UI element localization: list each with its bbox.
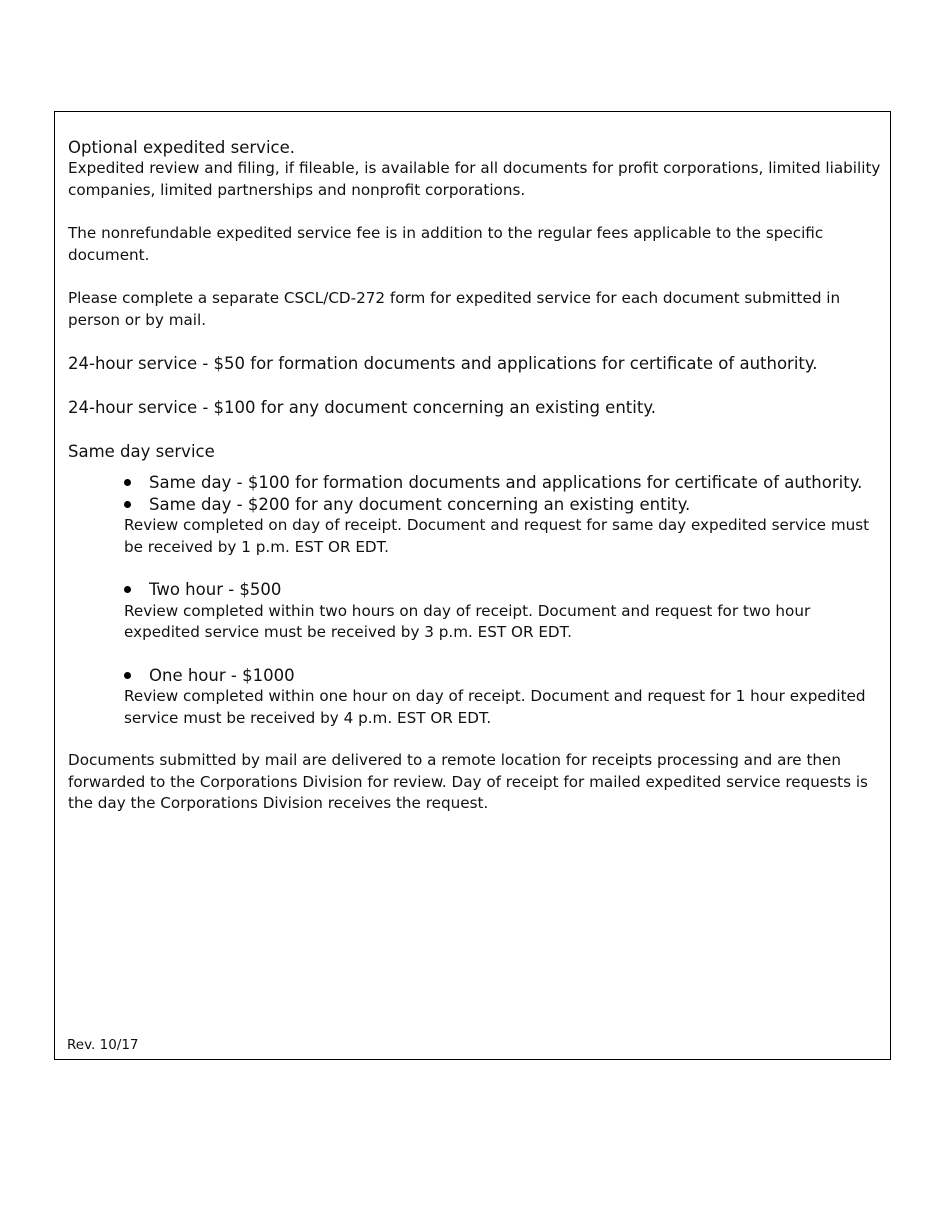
fee-note-paragraph: The nonrefundable expedited service fee is in addition to the regular fees applicable to the specific document. bbox=[68, 224, 824, 264]
mail-note-paragraph: Documents submitted by mail are delivered to a remote location for receipts processing and are then forwarded to the Corporations Division for review. Day of receipt for mailed expedited service requests is the day the Corporations Division receives the request. bbox=[68, 751, 868, 812]
list-item bbox=[68, 579, 884, 601]
intro-paragraph: Expedited review and filing, if fileable, is available for all documents for profit corporations, limited liability companies, limited partnerships and nonprofit corporations. bbox=[68, 159, 881, 199]
one-hour-fee: One hour - $1000 bbox=[149, 665, 295, 685]
two-hour-list bbox=[68, 579, 884, 601]
list-item bbox=[68, 665, 884, 687]
revision-label: Rev. 10/17 bbox=[67, 1037, 139, 1053]
bullet-icon bbox=[124, 586, 131, 593]
section-heading: Optional expedited service. bbox=[68, 138, 296, 157]
same-day-service-title: Same day service bbox=[68, 442, 215, 461]
bullet-icon bbox=[124, 501, 131, 508]
form-content bbox=[68, 138, 884, 815]
two-hour-fee: Two hour - $500 bbox=[149, 580, 282, 599]
form-page-border bbox=[54, 111, 891, 1060]
same-day-list bbox=[68, 472, 884, 515]
form-note-paragraph: Please complete a separate CSCL/CD-272 form for expedited service for each document submitted in person or by mail. bbox=[68, 289, 841, 329]
list-item bbox=[68, 472, 884, 494]
list-item bbox=[68, 494, 884, 516]
same-day-existing-fee: Same day - $200 for any document concerning an existing entity. bbox=[149, 494, 691, 514]
one-hour-list bbox=[68, 665, 884, 687]
two-hour-note: Review completed within two hours on day of receipt. Document and request for two hour expedited service must be received by 3 p.m. EST OR EDT. bbox=[124, 601, 811, 641]
bullet-icon bbox=[124, 672, 131, 679]
fee-24h-formation: 24-hour service - $50 for formation documents and applications for certificate of authority. bbox=[68, 354, 818, 373]
fee-24h-existing: 24-hour service - $100 for any document concerning an existing entity. bbox=[68, 398, 656, 417]
one-hour-note: Review completed within one hour on day of receipt. Document and request for 1 hour expedited service must be received by 4 p.m. EST OR EDT. bbox=[124, 687, 866, 727]
same-day-note: Review completed on day of receipt. Document and request for same day expedited service must be received by 1 p.m. EST OR EDT. bbox=[124, 516, 870, 556]
bullet-icon bbox=[124, 479, 131, 486]
same-day-formation-fee: Same day - $100 for formation documents and applications for certificate of authority. bbox=[149, 473, 863, 492]
